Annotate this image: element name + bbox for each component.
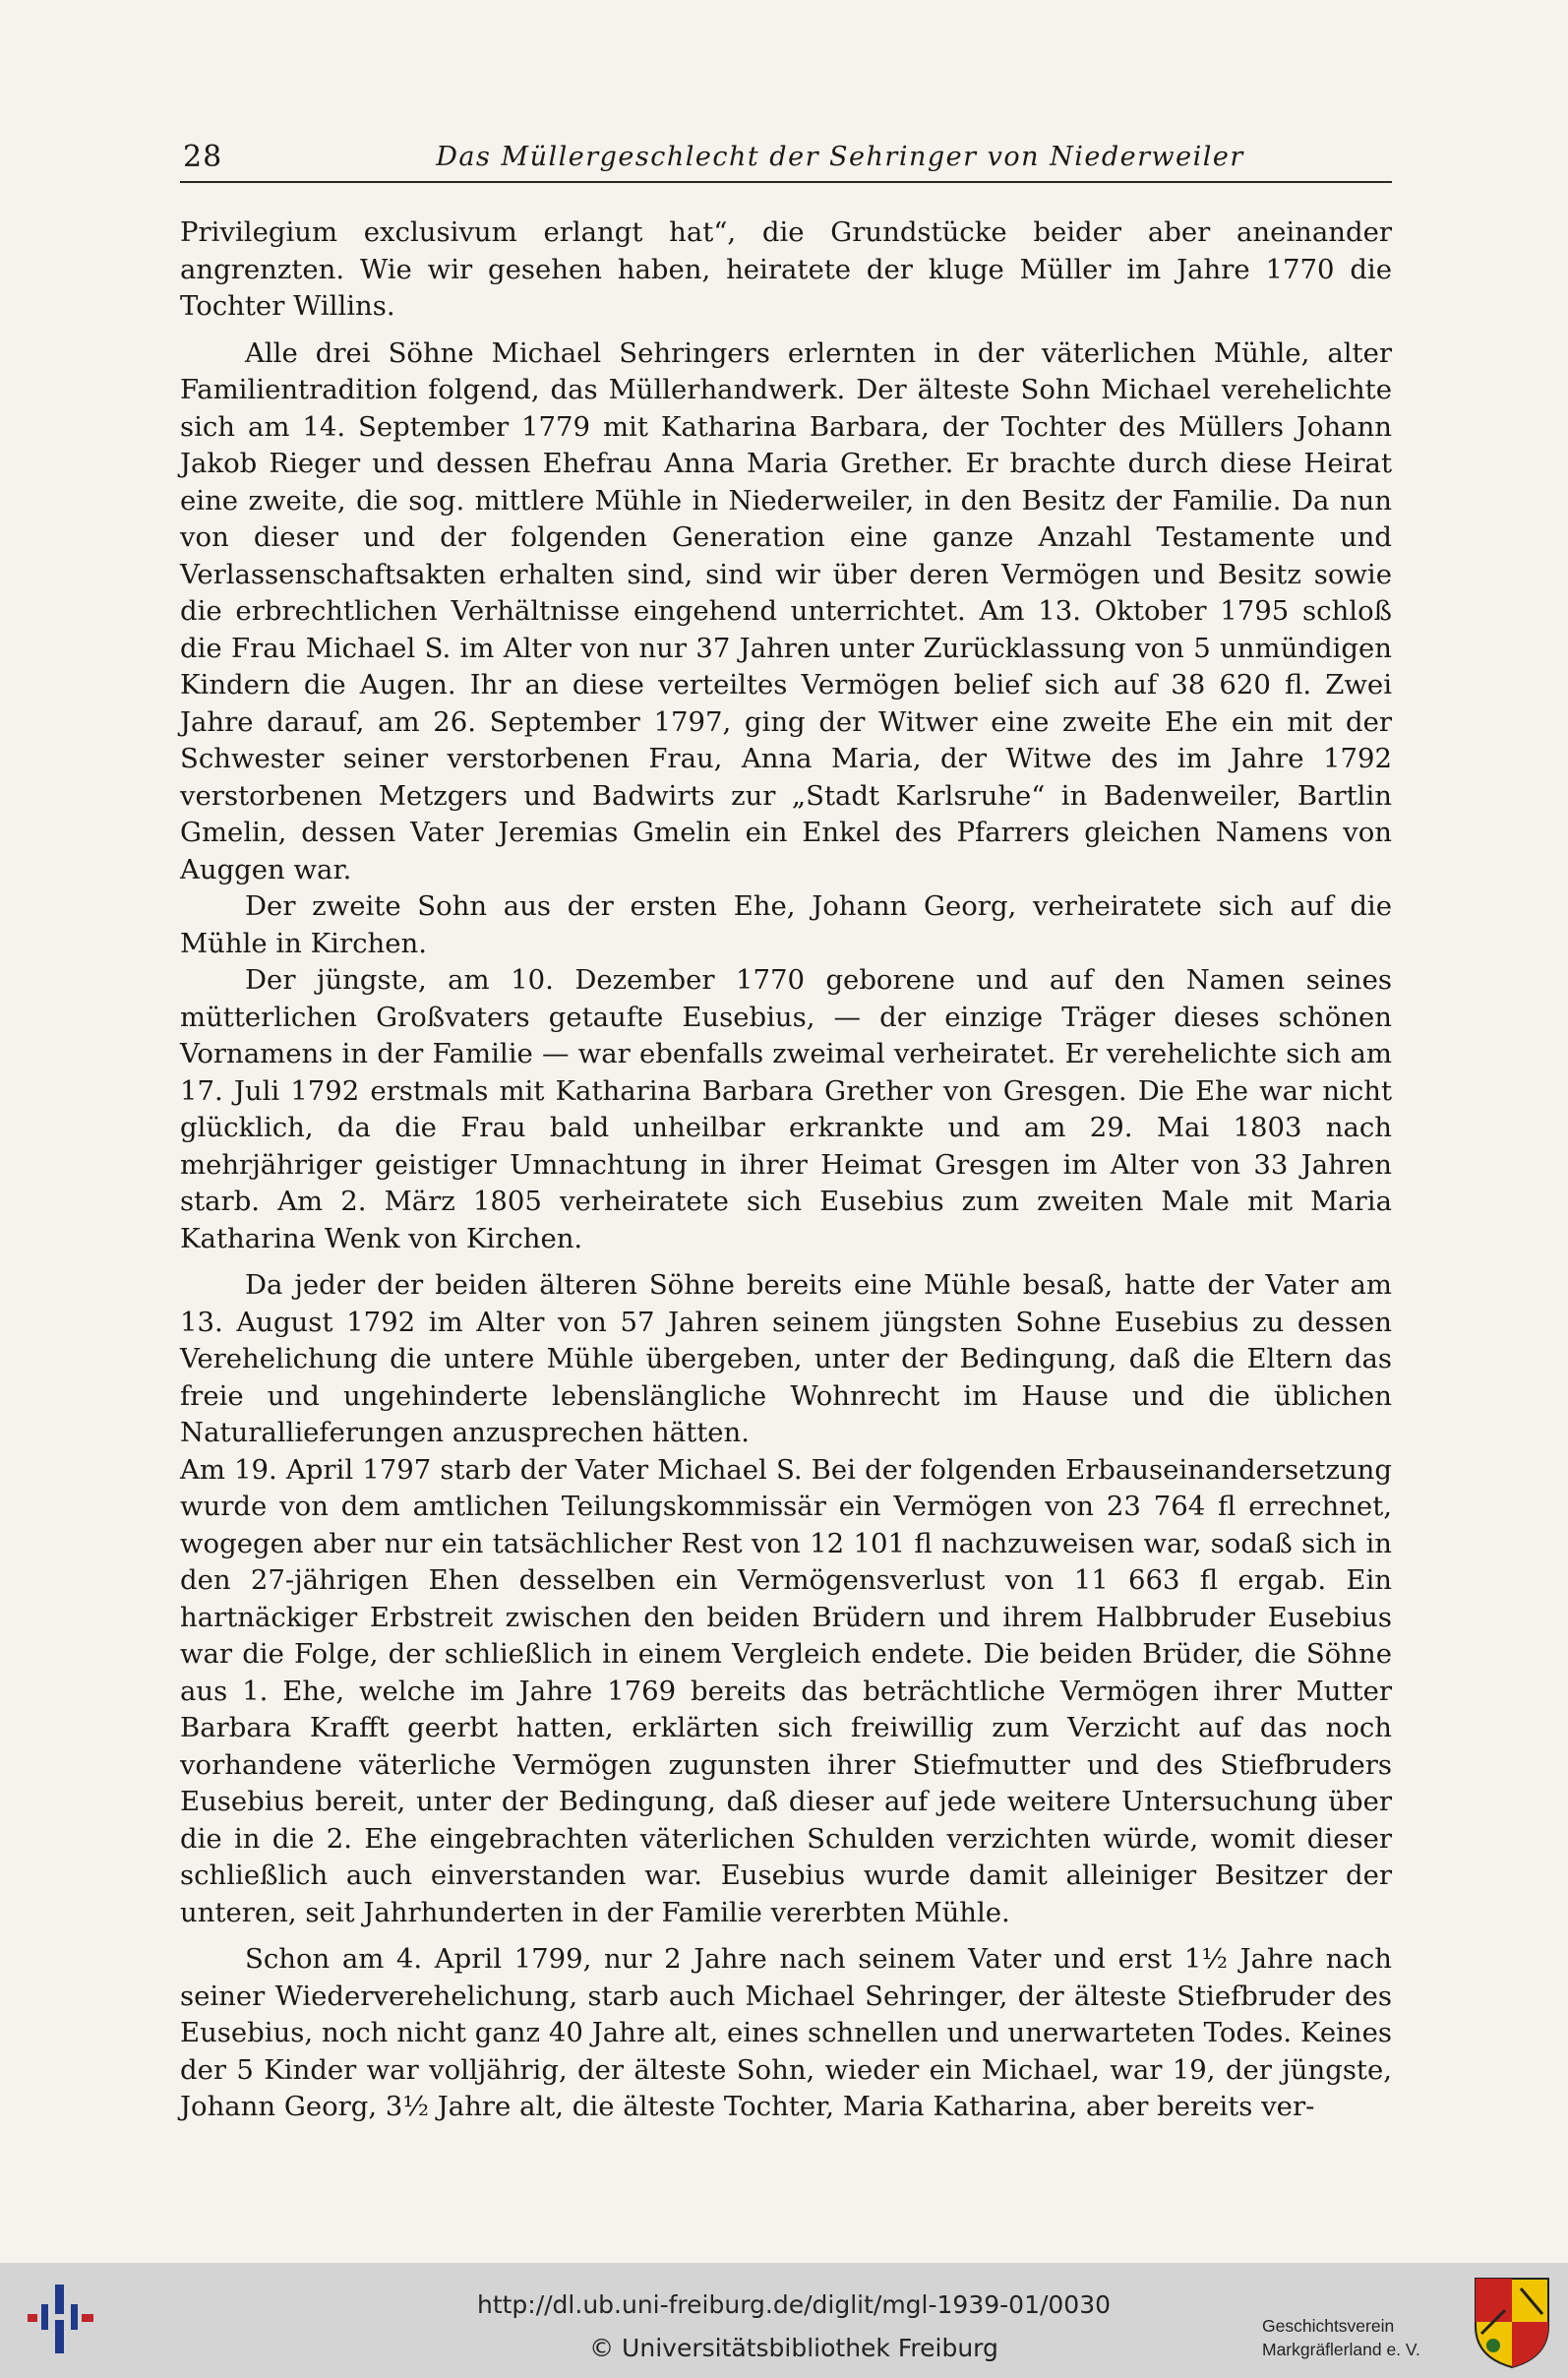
page-number: 28 [183, 140, 223, 174]
paragraph: Da jeder der beiden älteren Söhne bereits eine Mühle besaß, hatte der Vater am 13. August 1792 im Alter von 57 Jahren seinem jüngsten Sohne Eusebius zu dessen Verehelichung die untere Mühle übergeben, unter der Bedingung, daß die Eltern das freie und ungehinderte lebenslängliche Wohnrecht im Hause und die üblichen Naturallieferungen anzusprechen hätten. [180, 1269, 1392, 1448]
society-line: Markgräflerland e. V. [1262, 2340, 1420, 2359]
paragraph: Privilegium exclusivum erlangt hat“, die Grundstücke beider aber aneinander angrenzten. Wie wir gesehen haben, heiratete der kluge Müller im Jahre 1770 die Tochter Willins. [180, 216, 1392, 322]
society-name [1262, 2314, 1478, 2361]
copyright-notice: © Universitätsbibliothek Freiburg [589, 2334, 998, 2362]
markgraeflerland-crest-icon [1472, 2275, 1552, 2369]
paragraph: Der zweite Sohn aus der ersten Ehe, Johann Georg, verheiratete sich auf die Mühle in Kirchen. [180, 890, 1392, 959]
permalink-url[interactable]: http://dl.ub.uni-freiburg.de/diglit/mgl-1939-01/0030 [476, 2290, 1112, 2319]
viewer-footer [0, 2263, 1568, 2378]
paragraph: Am 19. April 1797 starb der Vater Michael S. Bei der folgenden Erbauseinandersetzung wurde von dem amtlichen Teilungskommissär ein Vermögen von 23 764 fl errechnet, wogegen aber nur ein tatsächlicher Rest von 12 101 fl nachzuweisen war, sodaß sich in den 27-jährigen Ehen desselben ein Vermögensverlust von 11 663 fl ergab. Ein hartnäckiger Erbstreit zwischen den beiden Brüdern und ihrem Halbbruder Eusebius war die Folge, der schließlich in einem Vergleich endete. Die beiden Brüder, die Söhne aus 1. Ehe, welche im Jahre 1769 bereits das beträchtliche Vermögen ihrer Mutter Barbara Krafft geerbt hatten, erklärten sich freiwillig zum Verzicht auf das noch vorhandene väterliche Vermögen zugunsten ihrer Stiefmutter und des Stiefbruders Eusebius bereit, unter der Bedingung, daß dieser auf jede weitere Untersuchung über die in die 2. Ehe eingebrachten väterlichen Schulden verzichten würde, womit dieser schließlich auch einverstanden war. Eusebius wurde damit alleiniger Besitzer der unteren, seit Jahrhunderten in der Familie vererbten Mühle. [180, 1453, 1392, 1928]
header-rule [180, 181, 1392, 183]
header-title: Das Müllergeschlecht der Sehringer von Niederweiler [436, 142, 1244, 172]
society-line: Geschichtsverein [1262, 2316, 1395, 2336]
paragraph: Alle drei Söhne Michael Sehringers erlernten in der väterlichen Mühle, alter Familientradition folgend, das Müllerhandwerk. Der älteste Sohn Michael verehelichte sich am 14. September 1779 mit Katharina Barbara, der Tochter des Müllers Johann Jakob Rieger und dessen Ehefrau Anna Maria Grether. Er brachte durch diese Heirat eine zweite, die sog. mittlere Mühle in Niederweiler, in den Besitz der Familie. Da nun von dieser und der folgenden Generation eine ganze Anzahl Testamente und Verlassenschaftsakten erhalten sind, sind wir über deren Vermögen und Besitz sowie die erbrechtlichen Verhältnisse eingehend unterrichtet. Am 13. Oktober 1795 schloß die Frau Michael S. im Alter von nur 37 Jahren unter Zurücklassung von 5 unmündigen Kindern die Augen. Ihr an diese verteiltes Vermögen belief sich auf 38 620 fl. Zwei Jahre darauf, am 26. September 1797, ging der Witwer eine zweite Ehe ein mit der Schwester seiner verstorbenen Frau, Anna Maria, der Witwe des im Jahre 1792 verstorbenen Metzgers und Badwirts zur „Stadt Karlsruhe“ in Badenweiler, Bartlin Gmelin, dessen Vater Jeremias Gmelin ein Enkel des Pfarrers gleichen Namens von Auggen war. [180, 336, 1392, 885]
running-head [180, 136, 1392, 181]
paragraph: Schon am 4. April 1799, nur 2 Jahre nach seinem Vater und erst 1½ Jahre nach seiner Wiederverehelichung, starb auch Michael Sehringer, der älteste Stiefbruder des Eusebius, noch nicht ganz 40 Jahre alt, eines schnellen und unerwarteten Todes. Keines der 5 Kinder war volljährig, der älteste Sohn, wieder ein Michael, war 19, der jüngste, Johann Georg, 3½ Jahre alt, die älteste Tochter, Maria Katharina, aber bereits ver- [180, 1943, 1392, 2122]
body-text [180, 214, 1392, 2126]
paragraph: Der jüngste, am 10. Dezember 1770 geborene und auf den Namen seines mütterlichen Großvaters getaufte Eusebius, — der einzige Träger dieses schönen Vornamens in der Familie — war ebenfalls zweimal verheiratet. Er verehelichte sich am 17. Juli 1792 erstmals mit Katharina Barbara Grether von Gresgen. Die Ehe war nicht glücklich, da die Frau bald unheilbar erkrankte und am 29. Mai 1803 nach mehrjähriger geistiger Umnachtung in ihrer Heimat Gresgen im Alter von 33 Jahren starb. Am 2. März 1805 verheiratete sich Eusebius zum zweiten Male mit Maria Katharina Wenk von Kirchen. [180, 964, 1392, 1254]
